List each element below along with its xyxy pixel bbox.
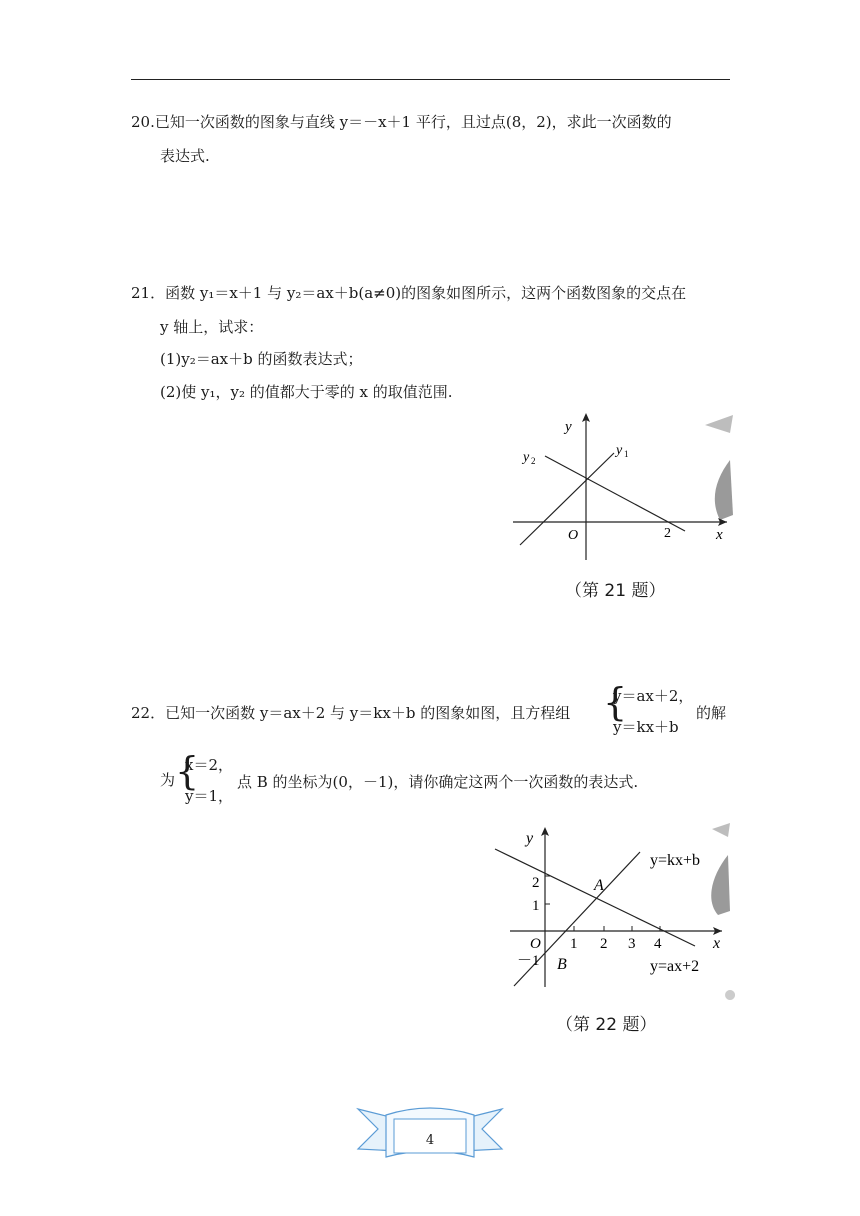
tick-y-1: 1 (532, 898, 540, 914)
y1-label: y (616, 443, 623, 458)
q21-caption: （第 21 题） (565, 581, 666, 601)
y2-label: y (523, 450, 530, 465)
decor-stroke (711, 855, 730, 915)
x-axis-label: x (716, 527, 723, 543)
q22-solution-prefix: 为 (160, 771, 176, 789)
origin-label: O (568, 528, 579, 543)
system-brace: { (603, 680, 628, 724)
solution-eq-1: x＝2， (185, 756, 234, 774)
y-axis-label: y (526, 830, 534, 847)
decor-dot (725, 990, 735, 1000)
tick-x-1: 1 (570, 936, 578, 952)
decor-stroke (705, 415, 733, 433)
solution-brace: { (175, 749, 200, 793)
q22-after-system: 的解 (696, 704, 727, 722)
line-y2 (545, 456, 685, 531)
y1-label-sub: 1 (624, 449, 629, 459)
decor-stroke (712, 823, 730, 837)
point-a-label: A (594, 877, 604, 894)
q20-line-1: 20.已知一次函数的图象与直线 y＝－x＋1 平行，且过点(8，2)，求此一次函数的 (131, 113, 672, 131)
q22-caption: （第 22 题） (556, 1015, 657, 1035)
tick-2: 2 (664, 526, 671, 541)
page-number: 4 (425, 1133, 435, 1148)
q20-line-2: 表达式. (160, 147, 210, 165)
tick-y-2: 2 (532, 875, 540, 891)
q22-figure (490, 815, 735, 1009)
line-kx-b-label: y=kx+b (650, 852, 701, 869)
q21-line-2: y 轴上，试求： (160, 318, 264, 336)
tick-x-2: 2 (600, 936, 608, 952)
line-ax-2-label: y=ax+2 (650, 958, 700, 975)
system-eq-1: y＝ax＋2， (613, 687, 694, 705)
point-b-label: B (557, 956, 567, 973)
q21-part-1: (1)y₂＝ax＋b 的函数表达式； (160, 350, 363, 368)
tick-x-3: 3 (628, 936, 636, 952)
tick-x-4: 4 (654, 936, 662, 952)
decor-stroke (715, 460, 733, 520)
solution-eq-2: y＝1， (185, 787, 234, 805)
q21-line-1: 21．函数 y₁＝x＋1 与 y₂＝ax＋b(a≠0)的图象如图所示，这两个函数图象的交点在 (131, 284, 687, 302)
x-axis-label: x (713, 935, 721, 952)
q21-part-2: (2)使 y₁，y₂ 的值都大于零的 x 的取值范围. (160, 383, 453, 401)
system-eq-2: y＝kx＋b (613, 718, 679, 736)
y-axis-label: y (565, 419, 572, 435)
tick-y-neg1: －1 (517, 953, 540, 969)
y2-label-sub: 2 (531, 456, 536, 466)
header-rule (131, 79, 730, 80)
q22-intro: 22．已知一次函数 y＝ax＋2 与 y＝kx＋b 的图象如图，且方程组 (131, 704, 571, 722)
q22-solution-text: 点 B 的坐标为(0，－1)，请你确定这两个一次函数的表达式. (237, 773, 639, 791)
q21-figure (505, 405, 735, 574)
line-y1 (520, 453, 614, 545)
origin-label: O (530, 936, 541, 952)
